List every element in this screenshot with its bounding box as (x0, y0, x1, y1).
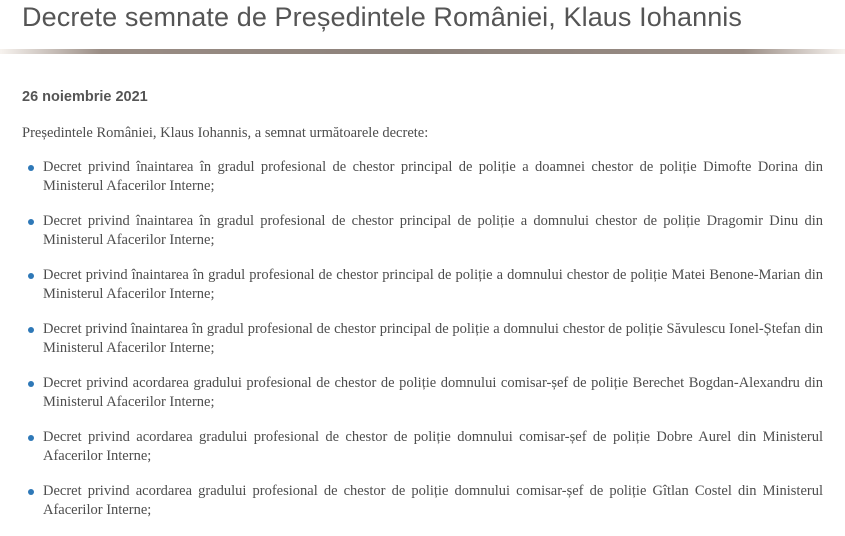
decree-text: Decret privind înaintarea în gradul profesional de chestor principal de poliție a doamnei chestor de poliție Dimofte Dorina din Ministerul Afacerilor Interne; (43, 159, 823, 194)
decree-item (22, 212, 823, 250)
decree-text: Decret privind acordarea gradului profesional de chestor de poliție domnului comisar-șef de poliție Dobre Aurel din Ministerul Afacerilor Interne; (43, 429, 823, 464)
bullet-icon (28, 273, 34, 279)
bullet-icon (28, 435, 34, 441)
title-divider (0, 49, 845, 54)
article-intro: Președintele României, Klaus Iohannis, a semnat următoarele decrete: (22, 125, 429, 141)
article-date: 26 noiembrie 2021 (22, 89, 148, 105)
page-title: Decrete semnate de Președintele României, Klaus Iohannis (22, 2, 743, 32)
decree-item (22, 266, 823, 304)
article-body (22, 88, 823, 536)
decree-item (22, 320, 823, 358)
decree-text: Decret privind înaintarea în gradul profesional de chestor principal de poliție a domnului chestor de poliție Matei Benone-Marian din Ministerul Afacerilor Interne; (43, 267, 823, 302)
decree-item (22, 428, 823, 466)
decree-list (22, 158, 823, 520)
bullet-icon (28, 165, 34, 171)
bullet-icon (28, 381, 34, 387)
bullet-icon (28, 327, 34, 333)
decree-text: Decret privind înaintarea în gradul profesional de chestor principal de poliție a domnului chestor de poliție Săvulescu Ionel-Ștefan din Ministerul Afacerilor Interne; (43, 321, 823, 356)
decree-item (22, 482, 823, 520)
decree-text: Decret privind acordarea gradului profesional de chestor de poliție domnului comisar-șef de poliție Gîtlan Costel din Ministerul Afacerilor Interne; (43, 483, 823, 518)
bullet-icon (28, 219, 34, 225)
decree-item (22, 158, 823, 196)
decree-text: Decret privind acordarea gradului profesional de chestor de poliție domnului comisar-șef de poliție Berechet Bogdan-Alexandru din Ministerul Afacerilor Interne; (43, 375, 823, 410)
bullet-icon (28, 489, 34, 495)
decree-item (22, 374, 823, 412)
decree-text: Decret privind înaintarea în gradul profesional de chestor principal de poliție a domnului chestor de poliție Dragomir Dinu din Ministerul Afacerilor Interne; (43, 213, 823, 248)
